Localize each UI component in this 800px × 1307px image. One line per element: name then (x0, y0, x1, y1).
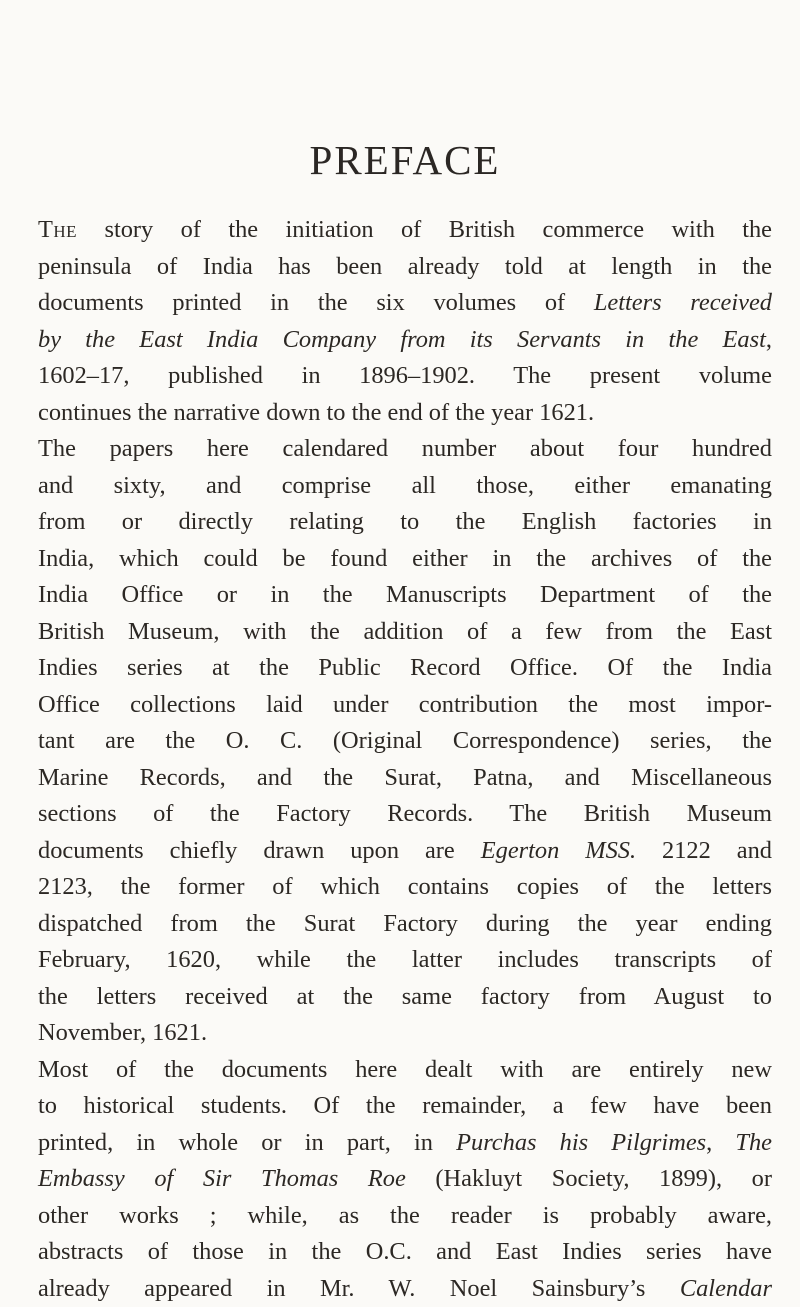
text-line: and sixty, and comprise all those, either emanating (38, 468, 772, 505)
text-line: from or directly relating to the English factories in (38, 504, 772, 541)
text-line: tant are the O. C. (Original Correspondence) series, the (38, 723, 772, 760)
text-line: already appeared in Mr. W. Noel Sainsbury’s Calendar (38, 1271, 772, 1307)
book-title: Letters received (594, 289, 772, 316)
page (38, 0, 772, 1264)
text-line: continues the narrative down to the end of the year 1621. (38, 395, 772, 432)
text-line: February, 1620, while the latter includes transcripts of (38, 942, 772, 979)
text-line: November, 1621. (38, 1015, 772, 1052)
text-line: India Office or in the Manuscripts Department of the (38, 577, 772, 614)
paragraph-2 (38, 431, 772, 1052)
text-line: The story of the initiation of British commerce with the (38, 212, 772, 249)
paragraph-1 (38, 212, 772, 431)
text-line: abstracts of those in the O.C. and East Indies series have (38, 1234, 772, 1271)
text-line: Embassy of Sir Thomas Roe (Hakluyt Society, 1899), or (38, 1161, 772, 1198)
text-line: sections of the Factory Records. The British Museum (38, 796, 772, 833)
preface-body (38, 212, 772, 1307)
manuscript-title: Egerton MSS. (481, 837, 636, 864)
book-title: by the East India Company from its Servants in the East (38, 326, 766, 353)
book-title: The (735, 1129, 772, 1156)
text-line: India, which could be found either in the archives of the (38, 541, 772, 578)
drop-word: The (38, 216, 77, 243)
text-line: documents printed in the six volumes of Letters received (38, 285, 772, 322)
book-title: Calendar (680, 1275, 772, 1302)
text-line: peninsula of India has been already told at length in the (38, 249, 772, 286)
text-line: by the East India Company from its Servants in the East, (38, 322, 772, 359)
text-line: The papers here calendared number about four hundred (38, 431, 772, 468)
text-line: dispatched from the Surat Factory during the year ending (38, 906, 772, 943)
text-line: the letters received at the same factory from August to (38, 979, 772, 1016)
paragraph-3 (38, 1052, 772, 1307)
book-title: Embassy of Sir Thomas Roe (38, 1165, 406, 1192)
book-title: Purchas his Pilgrimes (456, 1129, 706, 1156)
text-line: printed, in whole or in part, in Purchas his Pilgrimes, The (38, 1125, 772, 1162)
text-line: British Museum, with the addition of a few from the East (38, 614, 772, 651)
text-line: Office collections laid under contribution the most impor- (38, 687, 772, 724)
text-line: Most of the documents here dealt with are entirely new (38, 1052, 772, 1089)
text-line: other works ; while, as the reader is probably aware, (38, 1198, 772, 1235)
text-line: Marine Records, and the Surat, Patna, and Miscellaneous (38, 760, 772, 797)
text-line: documents chiefly drawn upon are Egerton MSS. 2122 and (38, 833, 772, 870)
text-line: 1602–17, published in 1896–1902. The present volume (38, 358, 772, 395)
text-line: 2123, the former of which contains copies of the letters (38, 869, 772, 906)
text-line: Indies series at the Public Record Office. Of the India (38, 650, 772, 687)
page-title: PREFACE (38, 136, 772, 184)
text-line: to historical students. Of the remainder, a few have been (38, 1088, 772, 1125)
